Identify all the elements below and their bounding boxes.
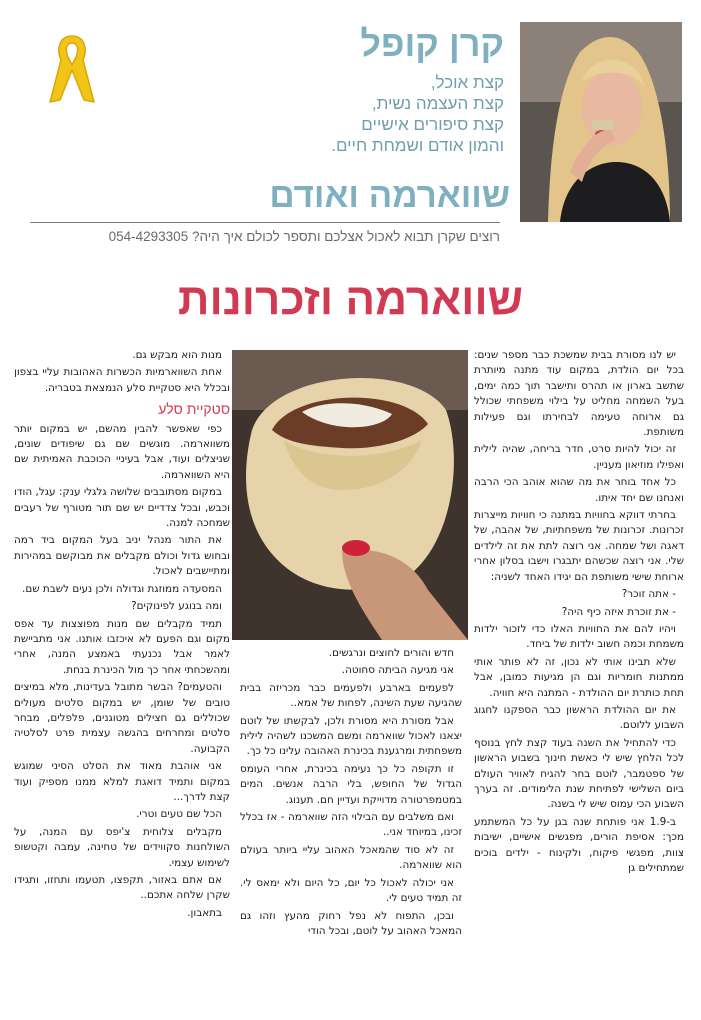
paragraph: כדי להתחיל את השנה בעוד קצת לחץ בנוסף לכל הלחץ שיש לי כאשת חינוך בשבוע הראשון של ספטמבר, לוטם בחר להגיח לאוויר העולם ביום השלישי לפתיחת שנת הלימודים. זה בערך השבוע הכי עמוס שיש לי בשנה. [474,736,684,811]
paragraph: ובכן, התפוח לא נפל רחוק מהעץ וזהו גם המאכל האהוב על לוטם, ובכל הודי [240,909,462,937]
paragraph: זו תקופה כל כך נעימה בכינרת, אחרי העומס הגדול של החופש, בלי הרבה אנשים. המים במטמפרטורה מדוייקת ועדיין חם. תענוג. [240,762,462,806]
article-column-left [14,348,230,923]
yellow-ribbon-icon [44,30,100,108]
article-title: שווארמה וזכרונות [177,275,524,324]
paragraph: חדש והורים לחוצים ונרגשים. [328,647,454,659]
contact-text: רוצים שקרן תבוא לאכול אצלכם ותספר לכולם איך היה? [191,229,500,244]
paragraph: לפעמים בארבע ולפעמים כבר מכריזה בבית שהגיעה שעת השינה, לפחות של אמא.. [240,681,462,710]
paragraph: אם אתם באזור, תקפצו, תטעמו ותחזו, ותגידו שקרן שלחה אתכם.. [14,874,230,902]
paragraph: את התור מנהל יניב בעל המקום ביד רמה ובחוש גדול וכולם מקבלים את מבוקשם במהירות ומתיישבים לאכול. [14,534,230,578]
paragraph: אני מגיעה הביתה סחוטה. [341,664,454,677]
paragraph: תמיד מקבלים שם מנות מפוצצות עד אפס מקום וגם הפעם לא איכזבו אותנו. אני מתביישת לאמר אבל נכנעתי באמצע המנה, אחרי ומהשכחתי אחר כך מול הכינרת בנחת. [14,617,230,676]
paragraph: אבל מסורת היא מסורת ולכן, לבקשתו של לוטם יצאנו לאכול שווארמה ומשם המשכנו לשהיה לילית משפחתית ומרגענת בכינרת האהובה עלינו כל כך. [240,714,462,758]
paragraph: ב-1.9 אני פותחת שנה בגן על כל המשתמע מכך: אסיפת הורים, מפגשים אישיים, ישיבות צוות, מפגשי פיקוח, ולקינוח - ילדים בוכים שמתחילים גן [474,815,684,874]
paragraph: ואם משלבים עם הבילוי הזה שווארמה - אז בכלל זכינו, במיוחד אני.. [240,811,462,839]
paragraph: זה לא סוד שהמאכל האהוב עליי ביותר בעולם הוא שווארמה. [240,843,462,872]
contact-phone: 054-4293305 [108,229,189,244]
tagline-line: והמון אודם ושמחת חיים. [331,136,504,155]
paragraph: בחרתי דווקא בחוויות במתנה כי חוויות מייצרות זכרונות. זכרונות של משפחתיות, של אהבה, של דאגה ושל שמחה. אני רוצה לתת את זה לילדים שלי. אני רוצה שכשהם יתבגרו וישבו בסלון אחרי ארוחת שישי משותפת הם יגידו האחד לשניה: [474,509,684,583]
paragraph: בתאבון. [187,906,222,919]
tagline-line: קצת העצמה נשית, [371,94,504,113]
paragraph: הכל שם טעים וטרי. [136,808,222,821]
contact-line [30,228,500,246]
author-name: קרן קופל [360,23,504,64]
section-heading: סטקיית סלע [158,401,230,418]
paragraph: את יום ההולדת הראשון כבר הספקנו לחגוג השבוע ללוטם. [474,703,684,732]
paragraph: במקום מסתובבים שלושה גלגלי ענק: עגל, הודו וכבש, ובכל צדדיים יש שם תור מטורף של רעבים שמחכה למנה. [14,486,230,530]
paragraph: אחת השווארמיות הכשרות האהובות עליי בצפון ובכלל היא סטקיית סלע הנמצאת בטבריה. [14,366,230,394]
paragraph: - את זוכרת איזה כיף היה? [561,605,676,618]
paragraph: אני אוהבת מאוד את הסלט הסיני שמוגש במקום ותמיד דואגת למלא ממנו מספיק ועוד קצת לדרך... [14,760,230,803]
paragraph: ומה בנוגע לפינוקים? [131,600,222,613]
paragraph: מקבלים צלוחית צ'יפס עם המנה, על השולחנות סקווידים של טחינה, עמבה וקטשופ לשימוש עצמי. [14,825,230,869]
paragraph: זה יכול להיות סרט, חדר בריחה, שהיה לילית ואפילו מוזיאון מעניין. [474,443,684,471]
header-divider [30,222,500,223]
paragraph: אני יכולה לאכול כל יום, כל היום ולא ימאס לי. זה תמיד טעים לי. [240,876,462,905]
tagline-line: קצת סיפורים אישיים [361,115,504,134]
paragraph: מנות הוא מבקש גם. [132,349,222,361]
author-photo [520,22,682,222]
tagline-line: קצת אוכל, [430,73,504,92]
paragraph: המסעדה ממוזגת וגדולה ולכן נעים לשבת שם. [22,582,222,595]
paragraph: כל אחד בוחר את מה שהוא אוהב הכי הרבה ואנחנו שם יחד איתו. [474,476,684,504]
article-column-middle [240,646,462,941]
paragraph: שלא תבינו אותי לא נכון, זה לא פותר אותי ממתנות חומריות וגם הן מגיעות כמובן, אבל תחת כותרת יום ההולדת - המתנה היא חוויה. [474,655,684,699]
paragraph: - אתה זוכר? [621,588,676,601]
article-column-right [474,348,684,878]
paragraph: והטעמים? הבשר מתובל בעדינות, מלא במיצים טובים של שומן, יש במקום סלטים מעולים שכוללים גם חצילים מטוגנים, פלפלים, מבחר סלטים ומחרחים בהגשה עצמית פרט לסלטיה הקבועה. [14,681,230,755]
paragraph: כפי שאפשר להבין מהשם, יש במקום יותר משווארמה. מוגשים שם גם שיפודים שונים, שניצלים ועוד, אבל בעיניי הכוכבת האמיתית שם היא השווארמה. [14,422,230,481]
shawarma-photo [232,350,468,640]
paragraph: ויהיו להם את החוויות האלו כדי לזכור ילדות משמחת וכמה חשוב ילדות של ביחד. [474,622,684,651]
author-block [250,24,504,156]
column-title: שווארמה ואודם [269,176,510,215]
tagline [250,72,504,156]
paragraph: יש לנו מסורת בבית שמשכת כבר מספר שנים: בכל יום הולדת, במקום עוד מתנה מיותרת שתשב בארון או תהרס ותישבר תוך כמה ימים, בעל השמחה מחליט על בילוי משפחתי שכולל גם ארוחה טעימה לבחירתו וגם פעילות משותפת. [474,349,684,439]
